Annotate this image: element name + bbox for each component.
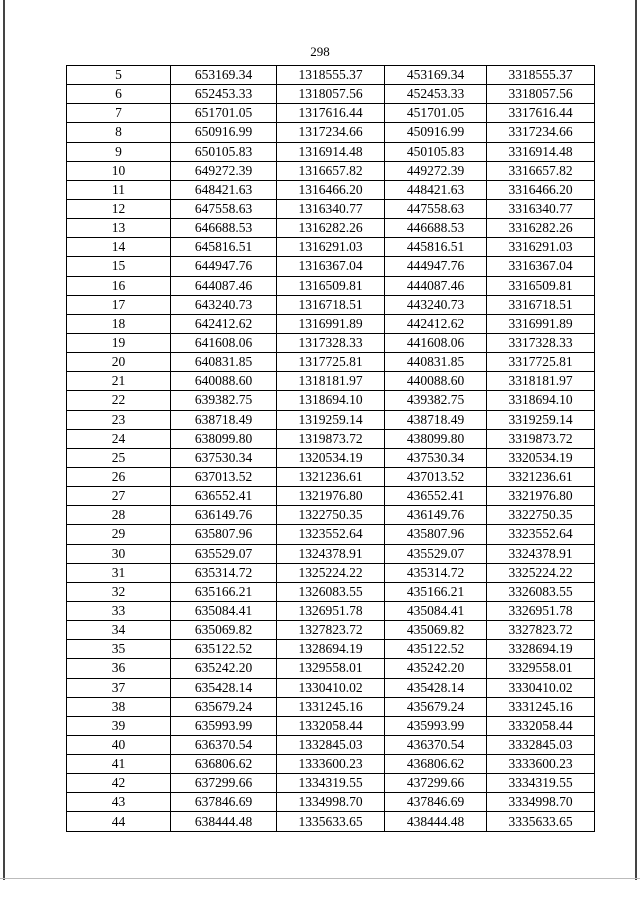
point-number-cell: 35: [67, 640, 171, 659]
x2-coordinate-cell: 436370.54: [385, 735, 487, 754]
x-coordinate-cell: 636149.76: [171, 506, 277, 525]
x-coordinate-cell: 635993.99: [171, 716, 277, 735]
table-row: [67, 601, 595, 620]
table-row: [67, 506, 595, 525]
y-coordinate-cell: 1318555.37: [277, 66, 385, 85]
x2-coordinate-cell: 450105.83: [385, 142, 487, 161]
x2-coordinate-cell: 436552.41: [385, 487, 487, 506]
y2-coordinate-cell: 3325224.22: [487, 563, 595, 582]
y2-coordinate-cell: 3316657.82: [487, 161, 595, 180]
x-coordinate-cell: 650105.83: [171, 142, 277, 161]
point-number-cell: 19: [67, 333, 171, 352]
point-number-cell: 7: [67, 104, 171, 123]
x-coordinate-cell: 652453.33: [171, 85, 277, 104]
y-coordinate-cell: 1316367.04: [277, 257, 385, 276]
point-number-cell: 42: [67, 774, 171, 793]
y2-coordinate-cell: 3317616.44: [487, 104, 595, 123]
y2-coordinate-cell: 3321976.80: [487, 487, 595, 506]
y2-coordinate-cell: 3334319.55: [487, 774, 595, 793]
x2-coordinate-cell: 444087.46: [385, 276, 487, 295]
y2-coordinate-cell: 3323552.64: [487, 525, 595, 544]
page-border-right: [635, 0, 637, 880]
x-coordinate-cell: 648421.63: [171, 180, 277, 199]
x2-coordinate-cell: 437846.69: [385, 793, 487, 812]
x-coordinate-cell: 638718.49: [171, 410, 277, 429]
y2-coordinate-cell: 3318181.97: [487, 372, 595, 391]
x-coordinate-cell: 650916.99: [171, 123, 277, 142]
coordinates-table-body: [67, 66, 595, 832]
x-coordinate-cell: 645816.51: [171, 238, 277, 257]
table-row: [67, 199, 595, 218]
y-coordinate-cell: 1318057.56: [277, 85, 385, 104]
point-number-cell: 25: [67, 448, 171, 467]
point-number-cell: 23: [67, 410, 171, 429]
y2-coordinate-cell: 3329558.01: [487, 659, 595, 678]
x-coordinate-cell: 637013.52: [171, 467, 277, 486]
x2-coordinate-cell: 441608.06: [385, 333, 487, 352]
y2-coordinate-cell: 3327823.72: [487, 621, 595, 640]
table-row: [67, 678, 595, 697]
x2-coordinate-cell: 435807.96: [385, 525, 487, 544]
x2-coordinate-cell: 437299.66: [385, 774, 487, 793]
y2-coordinate-cell: 3318694.10: [487, 391, 595, 410]
point-number-cell: 26: [67, 467, 171, 486]
x2-coordinate-cell: 447558.63: [385, 199, 487, 218]
x-coordinate-cell: 640831.85: [171, 353, 277, 372]
x2-coordinate-cell: 452453.33: [385, 85, 487, 104]
x-coordinate-cell: 651701.05: [171, 104, 277, 123]
y2-coordinate-cell: 3322750.35: [487, 506, 595, 525]
y2-coordinate-cell: 3324378.91: [487, 544, 595, 563]
x2-coordinate-cell: 435084.41: [385, 601, 487, 620]
y2-coordinate-cell: 3332058.44: [487, 716, 595, 735]
y-coordinate-cell: 1321236.61: [277, 467, 385, 486]
y2-coordinate-cell: 3316991.89: [487, 314, 595, 333]
table-row: [67, 314, 595, 333]
x2-coordinate-cell: 435069.82: [385, 621, 487, 640]
y-coordinate-cell: 1316282.26: [277, 219, 385, 238]
y-coordinate-cell: 1318181.97: [277, 372, 385, 391]
point-number-cell: 28: [67, 506, 171, 525]
point-number-cell: 21: [67, 372, 171, 391]
x2-coordinate-cell: 449272.39: [385, 161, 487, 180]
y-coordinate-cell: 1331245.16: [277, 697, 385, 716]
y-coordinate-cell: 1316914.48: [277, 142, 385, 161]
y-coordinate-cell: 1326951.78: [277, 601, 385, 620]
y-coordinate-cell: 1320534.19: [277, 448, 385, 467]
point-number-cell: 17: [67, 295, 171, 314]
point-number-cell: 10: [67, 161, 171, 180]
x-coordinate-cell: 635122.52: [171, 640, 277, 659]
x-coordinate-cell: 635428.14: [171, 678, 277, 697]
x2-coordinate-cell: 436806.62: [385, 755, 487, 774]
table-row: [67, 448, 595, 467]
x-coordinate-cell: 642412.62: [171, 314, 277, 333]
x2-coordinate-cell: 453169.34: [385, 66, 487, 85]
point-number-cell: 41: [67, 755, 171, 774]
x2-coordinate-cell: 439382.75: [385, 391, 487, 410]
y2-coordinate-cell: 3333600.23: [487, 755, 595, 774]
y-coordinate-cell: 1325224.22: [277, 563, 385, 582]
x-coordinate-cell: 635069.82: [171, 621, 277, 640]
y-coordinate-cell: 1323552.64: [277, 525, 385, 544]
table-row: [67, 467, 595, 486]
point-number-cell: 16: [67, 276, 171, 295]
point-number-cell: 12: [67, 199, 171, 218]
table-row: [67, 410, 595, 429]
y2-coordinate-cell: 3316340.77: [487, 199, 595, 218]
table-row: [67, 333, 595, 352]
table-row: [67, 716, 595, 735]
y2-coordinate-cell: 3319259.14: [487, 410, 595, 429]
table-row: [67, 372, 595, 391]
point-number-cell: 29: [67, 525, 171, 544]
x2-coordinate-cell: 435242.20: [385, 659, 487, 678]
x2-coordinate-cell: 438718.49: [385, 410, 487, 429]
y-coordinate-cell: 1332845.03: [277, 735, 385, 754]
y2-coordinate-cell: 3316466.20: [487, 180, 595, 199]
y-coordinate-cell: 1327823.72: [277, 621, 385, 640]
table-row: [67, 812, 595, 831]
table-row: [67, 525, 595, 544]
y-coordinate-cell: 1316340.77: [277, 199, 385, 218]
page-border-left: [3, 0, 5, 880]
table-row: [67, 276, 595, 295]
y-coordinate-cell: 1316509.81: [277, 276, 385, 295]
y-coordinate-cell: 1333600.23: [277, 755, 385, 774]
point-number-cell: 31: [67, 563, 171, 582]
table-row: [67, 142, 595, 161]
x-coordinate-cell: 640088.60: [171, 372, 277, 391]
x2-coordinate-cell: 438099.80: [385, 429, 487, 448]
y2-coordinate-cell: 3318057.56: [487, 85, 595, 104]
y2-coordinate-cell: 3316509.81: [487, 276, 595, 295]
table-row: [67, 219, 595, 238]
point-number-cell: 6: [67, 85, 171, 104]
table-row: [67, 544, 595, 563]
table-row: [67, 295, 595, 314]
x2-coordinate-cell: 435166.21: [385, 582, 487, 601]
table-row: [67, 621, 595, 640]
x-coordinate-cell: 635242.20: [171, 659, 277, 678]
table-row: [67, 563, 595, 582]
x-coordinate-cell: 639382.75: [171, 391, 277, 410]
point-number-cell: 11: [67, 180, 171, 199]
x-coordinate-cell: 635166.21: [171, 582, 277, 601]
point-number-cell: 30: [67, 544, 171, 563]
y2-coordinate-cell: 3320534.19: [487, 448, 595, 467]
point-number-cell: 40: [67, 735, 171, 754]
y-coordinate-cell: 1322750.35: [277, 506, 385, 525]
y2-coordinate-cell: 3316282.26: [487, 219, 595, 238]
y-coordinate-cell: 1329558.01: [277, 659, 385, 678]
x-coordinate-cell: 636552.41: [171, 487, 277, 506]
x-coordinate-cell: 647558.63: [171, 199, 277, 218]
table-row: [67, 391, 595, 410]
x2-coordinate-cell: 435529.07: [385, 544, 487, 563]
point-number-cell: 24: [67, 429, 171, 448]
table-row: [67, 104, 595, 123]
y2-coordinate-cell: 3326951.78: [487, 601, 595, 620]
point-number-cell: 14: [67, 238, 171, 257]
table-row: [67, 755, 595, 774]
y-coordinate-cell: 1324378.91: [277, 544, 385, 563]
table-row: [67, 180, 595, 199]
x2-coordinate-cell: 442412.62: [385, 314, 487, 333]
y2-coordinate-cell: 3318555.37: [487, 66, 595, 85]
table-row: [67, 257, 595, 276]
y-coordinate-cell: 1316657.82: [277, 161, 385, 180]
y2-coordinate-cell: 3316718.51: [487, 295, 595, 314]
x-coordinate-cell: 653169.34: [171, 66, 277, 85]
point-number-cell: 34: [67, 621, 171, 640]
table-row: [67, 774, 595, 793]
x2-coordinate-cell: 437013.52: [385, 467, 487, 486]
y2-coordinate-cell: 3319873.72: [487, 429, 595, 448]
x-coordinate-cell: 643240.73: [171, 295, 277, 314]
x2-coordinate-cell: 438444.48: [385, 812, 487, 831]
y-coordinate-cell: 1334319.55: [277, 774, 385, 793]
x2-coordinate-cell: 440088.60: [385, 372, 487, 391]
x-coordinate-cell: 636806.62: [171, 755, 277, 774]
y-coordinate-cell: 1332058.44: [277, 716, 385, 735]
point-number-cell: 18: [67, 314, 171, 333]
y2-coordinate-cell: 3316367.04: [487, 257, 595, 276]
x2-coordinate-cell: 435993.99: [385, 716, 487, 735]
point-number-cell: 37: [67, 678, 171, 697]
point-number-cell: 13: [67, 219, 171, 238]
point-number-cell: 33: [67, 601, 171, 620]
point-number-cell: 22: [67, 391, 171, 410]
y-coordinate-cell: 1330410.02: [277, 678, 385, 697]
table-row: [67, 161, 595, 180]
x-coordinate-cell: 641608.06: [171, 333, 277, 352]
coordinates-table: [66, 65, 595, 832]
y2-coordinate-cell: 3316914.48: [487, 142, 595, 161]
x-coordinate-cell: 649272.39: [171, 161, 277, 180]
table-row: [67, 353, 595, 372]
y-coordinate-cell: 1326083.55: [277, 582, 385, 601]
y2-coordinate-cell: 3331245.16: [487, 697, 595, 716]
y-coordinate-cell: 1316991.89: [277, 314, 385, 333]
point-number-cell: 9: [67, 142, 171, 161]
y-coordinate-cell: 1335633.65: [277, 812, 385, 831]
y-coordinate-cell: 1328694.19: [277, 640, 385, 659]
y2-coordinate-cell: 3316291.03: [487, 238, 595, 257]
x-coordinate-cell: 635084.41: [171, 601, 277, 620]
table-row: [67, 697, 595, 716]
x2-coordinate-cell: 451701.05: [385, 104, 487, 123]
point-number-cell: 27: [67, 487, 171, 506]
point-number-cell: 20: [67, 353, 171, 372]
point-number-cell: 5: [67, 66, 171, 85]
table-row: [67, 66, 595, 85]
x-coordinate-cell: 637299.66: [171, 774, 277, 793]
x2-coordinate-cell: 436149.76: [385, 506, 487, 525]
x2-coordinate-cell: 446688.53: [385, 219, 487, 238]
x2-coordinate-cell: 435122.52: [385, 640, 487, 659]
x-coordinate-cell: 638444.48: [171, 812, 277, 831]
y-coordinate-cell: 1319873.72: [277, 429, 385, 448]
y2-coordinate-cell: 3332845.03: [487, 735, 595, 754]
table-row: [67, 793, 595, 812]
y2-coordinate-cell: 3317328.33: [487, 333, 595, 352]
x-coordinate-cell: 636370.54: [171, 735, 277, 754]
y2-coordinate-cell: 3321236.61: [487, 467, 595, 486]
y-coordinate-cell: 1317616.44: [277, 104, 385, 123]
y2-coordinate-cell: 3335633.65: [487, 812, 595, 831]
y-coordinate-cell: 1317725.81: [277, 353, 385, 372]
y2-coordinate-cell: 3334998.70: [487, 793, 595, 812]
x2-coordinate-cell: 444947.76: [385, 257, 487, 276]
y-coordinate-cell: 1317328.33: [277, 333, 385, 352]
x2-coordinate-cell: 443240.73: [385, 295, 487, 314]
y-coordinate-cell: 1318694.10: [277, 391, 385, 410]
x2-coordinate-cell: 450916.99: [385, 123, 487, 142]
x-coordinate-cell: 635314.72: [171, 563, 277, 582]
table-row: [67, 659, 595, 678]
point-number-cell: 44: [67, 812, 171, 831]
table-row: [67, 735, 595, 754]
table-row: [67, 582, 595, 601]
point-number-cell: 39: [67, 716, 171, 735]
y-coordinate-cell: 1317234.66: [277, 123, 385, 142]
point-number-cell: 8: [67, 123, 171, 142]
x2-coordinate-cell: 448421.63: [385, 180, 487, 199]
x2-coordinate-cell: 445816.51: [385, 238, 487, 257]
point-number-cell: 43: [67, 793, 171, 812]
x-coordinate-cell: 635529.07: [171, 544, 277, 563]
table-row: [67, 85, 595, 104]
x2-coordinate-cell: 440831.85: [385, 353, 487, 372]
x-coordinate-cell: 646688.53: [171, 219, 277, 238]
point-number-cell: 32: [67, 582, 171, 601]
table-row: [67, 487, 595, 506]
x-coordinate-cell: 644947.76: [171, 257, 277, 276]
y-coordinate-cell: 1316718.51: [277, 295, 385, 314]
y-coordinate-cell: 1316466.20: [277, 180, 385, 199]
y2-coordinate-cell: 3317725.81: [487, 353, 595, 372]
x-coordinate-cell: 635679.24: [171, 697, 277, 716]
point-number-cell: 15: [67, 257, 171, 276]
x-coordinate-cell: 637846.69: [171, 793, 277, 812]
point-number-cell: 36: [67, 659, 171, 678]
y2-coordinate-cell: 3326083.55: [487, 582, 595, 601]
x2-coordinate-cell: 437530.34: [385, 448, 487, 467]
y2-coordinate-cell: 3330410.02: [487, 678, 595, 697]
y2-coordinate-cell: 3317234.66: [487, 123, 595, 142]
x2-coordinate-cell: 435314.72: [385, 563, 487, 582]
bottom-rule: [0, 878, 640, 879]
x2-coordinate-cell: 435679.24: [385, 697, 487, 716]
x2-coordinate-cell: 435428.14: [385, 678, 487, 697]
table-row: [67, 123, 595, 142]
y-coordinate-cell: 1319259.14: [277, 410, 385, 429]
x-coordinate-cell: 638099.80: [171, 429, 277, 448]
y-coordinate-cell: 1334998.70: [277, 793, 385, 812]
table-row: [67, 429, 595, 448]
y2-coordinate-cell: 3328694.19: [487, 640, 595, 659]
y-coordinate-cell: 1316291.03: [277, 238, 385, 257]
x-coordinate-cell: 644087.46: [171, 276, 277, 295]
page-number: 298: [310, 44, 330, 59]
table-row: [67, 238, 595, 257]
x-coordinate-cell: 635807.96: [171, 525, 277, 544]
y-coordinate-cell: 1321976.80: [277, 487, 385, 506]
point-number-cell: 38: [67, 697, 171, 716]
x-coordinate-cell: 637530.34: [171, 448, 277, 467]
table-row: [67, 640, 595, 659]
